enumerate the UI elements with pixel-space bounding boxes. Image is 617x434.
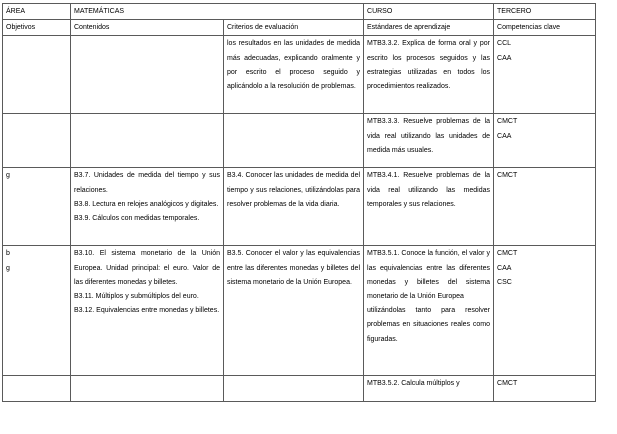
- cell-line: g: [6, 264, 10, 272]
- cell-line: MTB3.4.1. Resuelve problemas de la: [367, 172, 491, 180]
- cell-line: MTB3.5.1. Conoce la función, el valor y: [367, 250, 491, 258]
- cell-competencias: [494, 246, 596, 376]
- cell-objetivos: [3, 376, 71, 402]
- cell-criterios: [224, 168, 364, 246]
- subject-name: MATEMÁTICAS: [71, 4, 364, 20]
- cell-line: MTB3.5.2. Calcula múltiplos y: [367, 380, 460, 388]
- table-header-row: [3, 4, 596, 20]
- cell-contenidos: [71, 376, 224, 402]
- cell-line: CMCT: [497, 380, 518, 388]
- cell-line: relaciones.: [74, 186, 108, 194]
- column-header-row: [3, 20, 596, 36]
- cell-line: sistema monetario de la Unión Europea.: [227, 278, 352, 286]
- cell-estandares: [364, 36, 494, 114]
- cell-line: los resultados en las unidades de medida: [227, 40, 361, 48]
- cell-objetivos: [3, 36, 71, 114]
- table-row: [3, 246, 596, 376]
- cell-line: más adecuadas, explicando oralmente y: [227, 54, 361, 62]
- cell-line: estrategias utilizadas en todos los: [367, 68, 491, 76]
- cell-competencias: [494, 36, 596, 114]
- cell-line: CAA: [497, 54, 512, 62]
- column-header-competencias: Competencias clave: [494, 20, 596, 36]
- cell-line: resolver problemas de la vida diaria.: [227, 200, 340, 208]
- cell-line: CCL: [497, 40, 512, 48]
- cell-line: B3.12. Equivalencias entre monedas y billetes.: [74, 307, 220, 315]
- cell-line: CAA: [497, 132, 512, 140]
- cell-line: tiempo y sus relaciones, utilizándolas para: [227, 186, 361, 194]
- cell-criterios: [224, 114, 364, 168]
- cell-line: B3.4. Conocer las unidades de medida del: [227, 172, 361, 180]
- cell-line: CMCT: [497, 172, 518, 180]
- column-header-criterios: Criterios de evaluación: [224, 20, 364, 36]
- cell-competencias: [494, 114, 596, 168]
- cell-line: entre las diferentes monedas y billetes del: [227, 264, 361, 272]
- cell-objetivos: [3, 114, 71, 168]
- cell-objetivos: [3, 168, 71, 246]
- curriculum-table: [2, 3, 596, 402]
- cell-estandares: [364, 114, 494, 168]
- cell-line: problemas en situaciones reales como: [367, 321, 491, 329]
- cell-line: CAA: [497, 264, 512, 272]
- cell-line: las equivalencias entre las diferentes: [367, 264, 491, 272]
- cell-line: las diferentes monedas y billetes.: [74, 278, 178, 286]
- cell-line: CSC: [497, 278, 512, 286]
- column-header-estandares: Estándares de aprendizaje: [364, 20, 494, 36]
- cell-line: B3.7. Unidades de medida del tiempo y sus: [74, 172, 220, 180]
- area-label: ÁREA: [3, 4, 71, 20]
- cell-competencias: [494, 376, 596, 402]
- cell-line: por escrito el proceso seguido y: [227, 68, 361, 76]
- cell-line: vida real utilizando las medidas: [367, 186, 491, 194]
- table-row: [3, 36, 596, 114]
- cell-line: utilizándolas tanto para resolver: [367, 307, 491, 315]
- cell-line: figuradas.: [367, 335, 398, 343]
- table-row: [3, 168, 596, 246]
- cell-line: B3.9. Cálculos con medidas temporales.: [74, 215, 200, 223]
- column-header-objetivos: Objetivos: [3, 20, 71, 36]
- cell-line: aplicándolo a la resolución de problemas.: [227, 83, 356, 91]
- cell-line: monetario de la Unión Europea: [367, 293, 464, 301]
- cell-contenidos: [71, 246, 224, 376]
- cell-line: MTB3.3.3. Resuelve problemas de la: [367, 118, 491, 126]
- cell-objetivos: [3, 246, 71, 376]
- cell-line: procedimientos realizados.: [367, 83, 451, 91]
- cell-contenidos: [71, 36, 224, 114]
- cell-line: B3.11. Múltiplos y submúltiplos del euro.: [74, 293, 199, 301]
- cell-line: temporales y sus relaciones.: [367, 200, 456, 208]
- cell-line: CMCT: [497, 250, 518, 258]
- cell-line: vida real utilizando las unidades de: [367, 132, 491, 140]
- course-value: TERCERO: [494, 4, 596, 20]
- cell-estandares: [364, 376, 494, 402]
- column-header-contenidos: Contenidos: [71, 20, 224, 36]
- cell-line: medida más usuales.: [367, 146, 434, 154]
- cell-line: b: [6, 250, 10, 258]
- cell-criterios: [224, 36, 364, 114]
- cell-line: MTB3.3.2. Explica de forma oral y por: [367, 40, 491, 48]
- cell-estandares: [364, 246, 494, 376]
- cell-line: B3.10. El sistema monetario de la Unión: [74, 250, 220, 258]
- cell-line: CMCT: [497, 118, 518, 126]
- cell-contenidos: [71, 114, 224, 168]
- cell-contenidos: [71, 168, 224, 246]
- cell-line: Europea. Unidad principal: el euro. Valor de: [74, 264, 220, 272]
- cell-line: B3.8. Lectura en relojes analógicos y digitales.: [74, 200, 219, 208]
- cell-line: g: [6, 172, 10, 180]
- table-row: [3, 376, 596, 402]
- cell-estandares: [364, 168, 494, 246]
- course-label: CURSO: [364, 4, 494, 20]
- cell-competencias: [494, 168, 596, 246]
- cell-line: B3.5. Conocer el valor y las equivalencias: [227, 250, 361, 258]
- table-row: [3, 114, 596, 168]
- cell-line: monedas y billetes del sistema: [367, 278, 491, 286]
- cell-line: escrito los procesos seguidos y las: [367, 54, 491, 62]
- cell-criterios: [224, 376, 364, 402]
- cell-criterios: [224, 246, 364, 376]
